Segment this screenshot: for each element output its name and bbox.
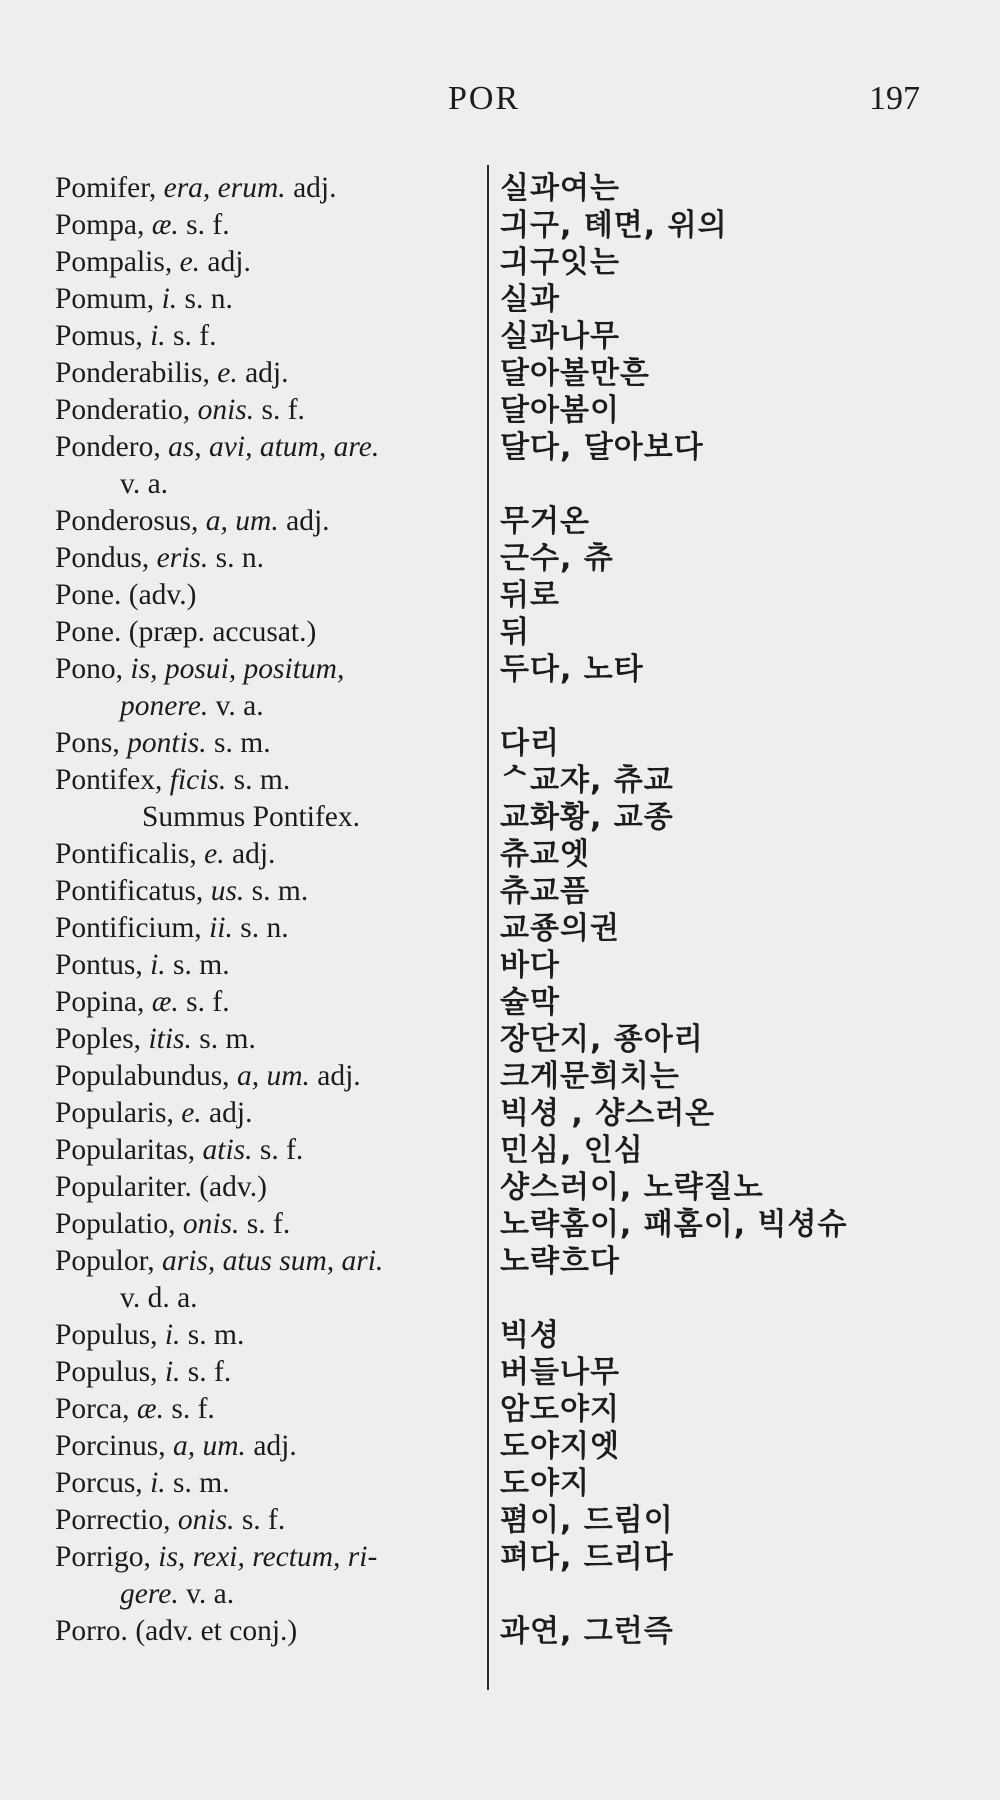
korean-definition: 교죵의권 — [500, 911, 620, 946]
latin-term — [0, 836, 495, 873]
latin-term — [0, 1354, 495, 1391]
part-of-speech: adj. — [309, 1060, 361, 1092]
dictionary-entry — [0, 1243, 1000, 1317]
korean-definition: 민심, 인심 — [500, 1133, 644, 1168]
latin-term — [0, 799, 495, 836]
dictionary-entry — [0, 1317, 1000, 1354]
headword: Pone. — [55, 579, 122, 611]
part-of-speech: s. f. — [234, 1504, 286, 1536]
headword: Pontificatus, — [55, 875, 204, 907]
headword: Pomus, — [55, 320, 143, 352]
korean-definition: 근수, 츄 — [500, 541, 614, 576]
inflection: ficis. — [162, 764, 227, 796]
part-of-speech: adj. — [237, 357, 289, 389]
part-of-speech: v. a. — [208, 690, 264, 722]
korean-definition: 무거온 — [500, 504, 590, 539]
inflection: i. — [142, 949, 166, 981]
korean-definition: 바다 — [500, 948, 560, 983]
korean-definition: 도야지엣 — [500, 1429, 620, 1464]
running-head: POR — [448, 80, 521, 117]
latin-term — [0, 1391, 495, 1428]
dictionary-entries — [0, 170, 1000, 1650]
inflection: ii. — [201, 912, 233, 944]
dictionary-entry — [0, 170, 1000, 207]
korean-definition: 달아볼만흔 — [500, 356, 650, 391]
korean-definition: 슐막 — [500, 985, 560, 1020]
part-of-speech: s. f. — [178, 209, 230, 241]
korean-definition: 츄교픔 — [500, 874, 590, 909]
korean-definition: 긔구, 톄면, 위의 — [500, 208, 728, 243]
korean-definition: 실과 — [500, 282, 560, 317]
korean-definition: 폄이, 드림이 — [500, 1503, 674, 1538]
part-of-speech: s. m. — [226, 764, 291, 796]
continuation-line — [55, 466, 495, 503]
latin-term — [0, 318, 495, 355]
part-of-speech: adj. — [278, 505, 330, 537]
headword: Porcinus, — [55, 1430, 166, 1462]
inflection: æ. — [144, 209, 179, 241]
headword: Pontificium, — [55, 912, 202, 944]
dictionary-entry — [0, 1613, 1000, 1650]
latin-term — [0, 1465, 495, 1502]
korean-definition: 과연, 그런즉 — [500, 1614, 674, 1649]
inflection: æ. — [144, 986, 179, 1018]
korean-definition: 달아봄이 — [500, 393, 620, 428]
latin-term — [0, 1317, 495, 1354]
dictionary-entry — [0, 1132, 1000, 1169]
dictionary-entry — [0, 540, 1000, 577]
inflection: us. — [203, 875, 245, 907]
headword: Porro. — [55, 1615, 128, 1647]
part-of-speech: adj. — [201, 1097, 253, 1129]
part-of-speech: s. f. — [163, 1393, 215, 1425]
inflection: a, um. — [229, 1060, 310, 1092]
korean-definition: 빅셩 — [500, 1318, 560, 1353]
latin-term — [0, 1502, 495, 1539]
korean-definition: 노략흐다 — [500, 1244, 620, 1279]
dictionary-entry — [0, 1058, 1000, 1095]
korean-definition: 두다, 노타 — [500, 652, 644, 687]
part-of-speech: s. f. — [254, 394, 305, 426]
inflection: itis. — [141, 1023, 192, 1055]
dictionary-entry — [0, 1539, 1000, 1613]
dictionary-entry — [0, 1465, 1000, 1502]
korean-definition: 뒤 — [500, 615, 530, 650]
latin-term — [0, 1021, 495, 1058]
dictionary-entry — [0, 318, 1000, 355]
headword: Pons, — [55, 727, 120, 759]
korean-definition: 실과나무 — [500, 319, 620, 354]
inflection: era, erum. — [156, 172, 286, 204]
part-of-speech: (adv.) — [121, 579, 197, 611]
dictionary-entry — [0, 910, 1000, 947]
inflection: i. — [157, 1356, 181, 1388]
inflection: onis. — [190, 394, 255, 426]
inflection: onis. — [170, 1504, 235, 1536]
part-of-speech: s. n. — [208, 542, 264, 574]
latin-term — [0, 762, 495, 799]
inflection: a, um. — [198, 505, 279, 537]
korean-definition: 교화황, 교종 — [500, 800, 674, 835]
korean-definition: 빅셩 , 샹스러온 — [500, 1096, 716, 1131]
dictionary-entry — [0, 503, 1000, 540]
inflection: e. — [209, 357, 238, 389]
part-of-speech: v. a. — [178, 1578, 235, 1610]
part-of-speech: s. f. — [239, 1208, 291, 1240]
latin-term — [0, 1613, 495, 1650]
dictionary-entry — [0, 577, 1000, 614]
dictionary-entry — [0, 207, 1000, 244]
korean-definition: 샹스러이, 노략질노 — [500, 1170, 764, 1205]
headword: Porrectio, — [55, 1504, 171, 1536]
dictionary-entry — [0, 1206, 1000, 1243]
latin-term — [0, 651, 495, 725]
part-of-speech: (præp. accusat.) — [121, 616, 317, 648]
inflection: i. — [142, 320, 166, 352]
headword: Pontus, — [55, 949, 143, 981]
inflection: æ. — [129, 1393, 164, 1425]
part-of-speech: s. m. — [180, 1319, 245, 1351]
inflection: i. — [157, 1319, 181, 1351]
inflection-continued: ponere. — [120, 690, 209, 722]
part-of-speech: (adv. et conj.) — [127, 1615, 298, 1647]
dictionary-entry — [0, 244, 1000, 281]
inflection: a, um. — [165, 1430, 246, 1462]
part-of-speech: s. n. — [232, 912, 289, 944]
latin-term — [0, 873, 495, 910]
korean-definition: 달다, 달아보다 — [500, 430, 704, 465]
inflection: pontis. — [119, 727, 207, 759]
latin-term — [0, 429, 495, 503]
latin-term — [0, 1243, 495, 1317]
continuation-line — [55, 1280, 495, 1317]
headword: Poples, — [55, 1023, 142, 1055]
latin-term — [0, 1132, 495, 1169]
part-of-speech: v. d. a. — [120, 1282, 198, 1314]
inflection: atis. — [195, 1134, 253, 1166]
part-of-speech: s. m. — [191, 1023, 256, 1055]
headword: Ponderabilis, — [55, 357, 210, 389]
headword: Populabundus, — [55, 1060, 230, 1092]
headword: Porcus, — [55, 1467, 143, 1499]
korean-definition: 버들나무 — [500, 1355, 620, 1390]
dictionary-entry — [0, 429, 1000, 503]
part-of-speech: s. f. — [165, 320, 217, 352]
korean-definition: 츄교엣 — [500, 837, 590, 872]
headword: Ponderatio, — [55, 394, 191, 426]
latin-term — [0, 910, 495, 947]
latin-term — [0, 207, 495, 244]
dictionary-entry — [0, 836, 1000, 873]
dictionary-entry — [0, 1169, 1000, 1206]
latin-term — [0, 1539, 495, 1613]
dictionary-entry — [0, 392, 1000, 429]
part-of-speech: s. m. — [206, 727, 271, 759]
latin-term — [0, 355, 495, 392]
latin-term — [0, 1058, 495, 1095]
inflection: e. — [172, 246, 201, 278]
part-of-speech: s. m. — [165, 949, 230, 981]
inflection: is, rexi, rectum, ri- — [150, 1541, 378, 1573]
headword: Pondero, — [55, 431, 161, 463]
latin-term — [0, 244, 495, 281]
dictionary-entry — [0, 1428, 1000, 1465]
dictionary-entry — [0, 947, 1000, 984]
inflection: i. — [142, 1467, 166, 1499]
dictionary-entry — [0, 1354, 1000, 1391]
latin-term — [0, 725, 495, 762]
headword: Porrigo, — [55, 1541, 151, 1573]
dictionary-entry — [0, 355, 1000, 392]
dictionary-entry — [0, 1095, 1000, 1132]
dictionary-entry — [0, 1391, 1000, 1428]
latin-term — [0, 392, 495, 429]
korean-definition: 장단지, 죵아리 — [500, 1022, 704, 1057]
headword: Pone. — [55, 616, 122, 648]
sub-headword: Summus Pontifex. — [142, 801, 360, 833]
headword: Pomum, — [55, 283, 155, 315]
latin-term — [0, 984, 495, 1021]
part-of-speech: v. a. — [120, 468, 169, 500]
part-of-speech: s. n. — [177, 283, 233, 315]
inflection: e. — [173, 1097, 202, 1129]
dictionary-entry — [0, 725, 1000, 762]
latin-term — [0, 540, 495, 577]
page-header — [0, 80, 1000, 130]
korean-definition: 노략홈이, 패홈이, 빅셩슈 — [500, 1207, 848, 1242]
dictionary-entry — [0, 1502, 1000, 1539]
headword: Populor, — [55, 1245, 155, 1277]
headword: Pontificalis, — [55, 838, 197, 870]
inflection: eris. — [149, 542, 209, 574]
headword: Ponderosus, — [55, 505, 199, 537]
part-of-speech: s. m. — [244, 875, 309, 907]
inflection: aris, atus sum, ari. — [154, 1245, 384, 1277]
inflection: as, avi, atum, are. — [160, 431, 380, 463]
dictionary-entry — [0, 281, 1000, 318]
korean-definition: 펴다, 드리다 — [500, 1540, 674, 1575]
part-of-speech: s. f. — [178, 986, 230, 1018]
dictionary-entry — [0, 762, 1000, 799]
continuation-line — [55, 1576, 495, 1613]
latin-term — [0, 947, 495, 984]
inflection: e. — [196, 838, 225, 870]
latin-term — [0, 614, 495, 651]
dictionary-entry — [0, 799, 1000, 836]
dictionary-entry — [0, 873, 1000, 910]
part-of-speech: s. f. — [180, 1356, 232, 1388]
korean-definition: 다리 — [500, 726, 560, 761]
dictionary-entry — [0, 984, 1000, 1021]
korean-definition: 크게문희치는 — [500, 1059, 680, 1094]
korean-definition: 긔구잇는 — [500, 245, 620, 280]
dictionary-entry — [0, 614, 1000, 651]
headword: Pomifer, — [55, 172, 157, 204]
latin-term — [0, 170, 495, 207]
inflection: i. — [154, 283, 178, 315]
headword: Pontifex, — [55, 764, 163, 796]
latin-term — [0, 577, 495, 614]
part-of-speech: adj. — [285, 172, 337, 204]
korean-definition: 도야지 — [500, 1466, 590, 1501]
korean-definition: 실과여는 — [500, 171, 620, 206]
headword: Populariter. — [55, 1171, 192, 1203]
page-number: 197 — [869, 80, 920, 117]
dictionary-entry — [0, 1021, 1000, 1058]
headword: Porca, — [55, 1393, 130, 1425]
inflection: is, posui, positum, — [123, 653, 345, 685]
headword: Pondus, — [55, 542, 150, 574]
headword: Popularitas, — [55, 1134, 196, 1166]
latin-term — [0, 1169, 495, 1206]
headword: Pono, — [55, 653, 124, 685]
part-of-speech: adj. — [224, 838, 276, 870]
inflection: onis. — [175, 1208, 240, 1240]
part-of-speech: (adv.) — [191, 1171, 267, 1203]
part-of-speech: adj. — [245, 1430, 297, 1462]
latin-term — [0, 1428, 495, 1465]
latin-term — [0, 503, 495, 540]
latin-term — [0, 1206, 495, 1243]
continuation-line — [55, 688, 495, 725]
headword: Popularis, — [55, 1097, 174, 1129]
korean-definition: 뒤로 — [500, 578, 560, 613]
headword: Pompa, — [55, 209, 145, 241]
latin-term — [0, 1095, 495, 1132]
headword: Populatio, — [55, 1208, 176, 1240]
part-of-speech: s. m. — [165, 1467, 230, 1499]
headword: Pompalis, — [55, 246, 173, 278]
part-of-speech: s. f. — [252, 1134, 304, 1166]
korean-definition: 암도야지 — [500, 1392, 620, 1427]
korean-definition: ᄉ교쟈, 츄교 — [500, 763, 674, 798]
headword: Populus, — [55, 1356, 158, 1388]
headword: Popina, — [55, 986, 145, 1018]
latin-term — [0, 281, 495, 318]
headword: Populus, — [55, 1319, 158, 1351]
dictionary-entry — [0, 651, 1000, 725]
inflection-continued: gere. — [120, 1578, 179, 1610]
part-of-speech: adj. — [200, 246, 251, 278]
